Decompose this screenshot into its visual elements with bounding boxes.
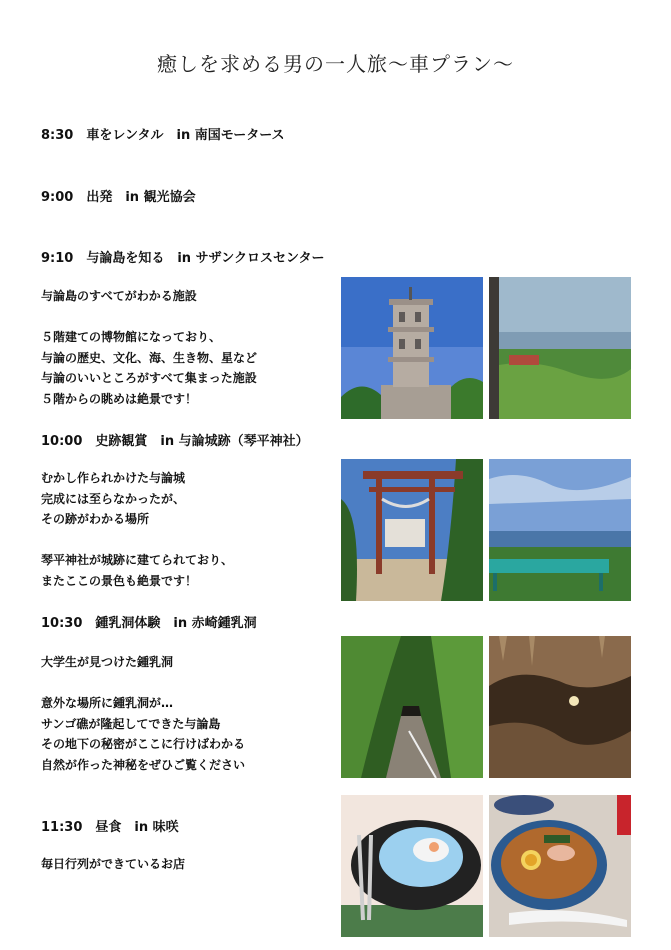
description-line: 大学生が見つけた鍾乳洞	[41, 655, 174, 669]
description-line: 与論の歴史、文化、海、生き物、星など	[41, 350, 258, 365]
description-line: 自然が作った神秘をぜひご覧ください	[41, 757, 246, 772]
cave-description	[41, 652, 245, 775]
description-line: ５階からの眺めは絶景です！	[41, 391, 198, 406]
schedule-heading-lunch: 11:30 昼食 in 味咲	[41, 820, 179, 835]
description-line: サンゴ礁が隆起してできた与論島	[41, 716, 221, 731]
castle-ruins-description	[41, 468, 233, 591]
description-line: むかし作られかけた与論城	[41, 471, 186, 485]
description-line: 意外な場所に鍾乳洞が…	[41, 696, 174, 710]
description-gap	[41, 673, 245, 694]
schedule-heading-departure: 9:00 出発 in 観光協会	[41, 190, 196, 205]
photo-torii-gate	[341, 459, 483, 601]
description-line: 与論のいいところがすべて集まった施設	[41, 371, 257, 385]
photo-cave-entrance	[341, 636, 483, 778]
schedule-heading-southern-cross: 9:10 与論島を知る in サザンクロスセンター	[41, 251, 325, 266]
description-line: ５階建ての博物館になっており、	[41, 330, 222, 344]
photo-cave-interior	[489, 636, 631, 778]
description-line: 琴平神社が城跡に建てられており、	[41, 553, 234, 567]
description-line: 完成には至らなかったが、	[41, 491, 186, 506]
schedule-heading-cave: 10:30 鍾乳洞体験 in 赤崎鍾乳洞	[41, 616, 257, 631]
description-line: その跡がわかる場所	[41, 512, 150, 526]
page-title: 癒しを求める男の一人旅～車プラン～	[157, 52, 514, 76]
photo-ocean-view	[489, 459, 631, 601]
schedule-heading-castle-ruins: 10:00 史跡観賞 in 与論城跡（琴平神社）	[41, 434, 309, 449]
description-line: その地下の秘密がここに行けばわかる	[41, 737, 246, 751]
photo-southern-cross-tower	[341, 277, 483, 419]
lunch-description	[41, 854, 185, 875]
description-line: またここの景色も絶景です！	[41, 573, 198, 588]
description-gap	[41, 307, 257, 328]
southern-cross-description	[41, 286, 257, 409]
photo-ramen	[489, 795, 631, 937]
description-gap	[41, 530, 233, 551]
description-line: 毎日行列ができているお店	[41, 857, 186, 871]
photo-tower-view	[489, 277, 631, 419]
photo-shaved-ice	[341, 795, 483, 937]
description-line: 与論島のすべてがわかる施設	[41, 289, 197, 303]
schedule-heading-rental: 8:30 車をレンタル in 南国モータース	[41, 128, 285, 143]
